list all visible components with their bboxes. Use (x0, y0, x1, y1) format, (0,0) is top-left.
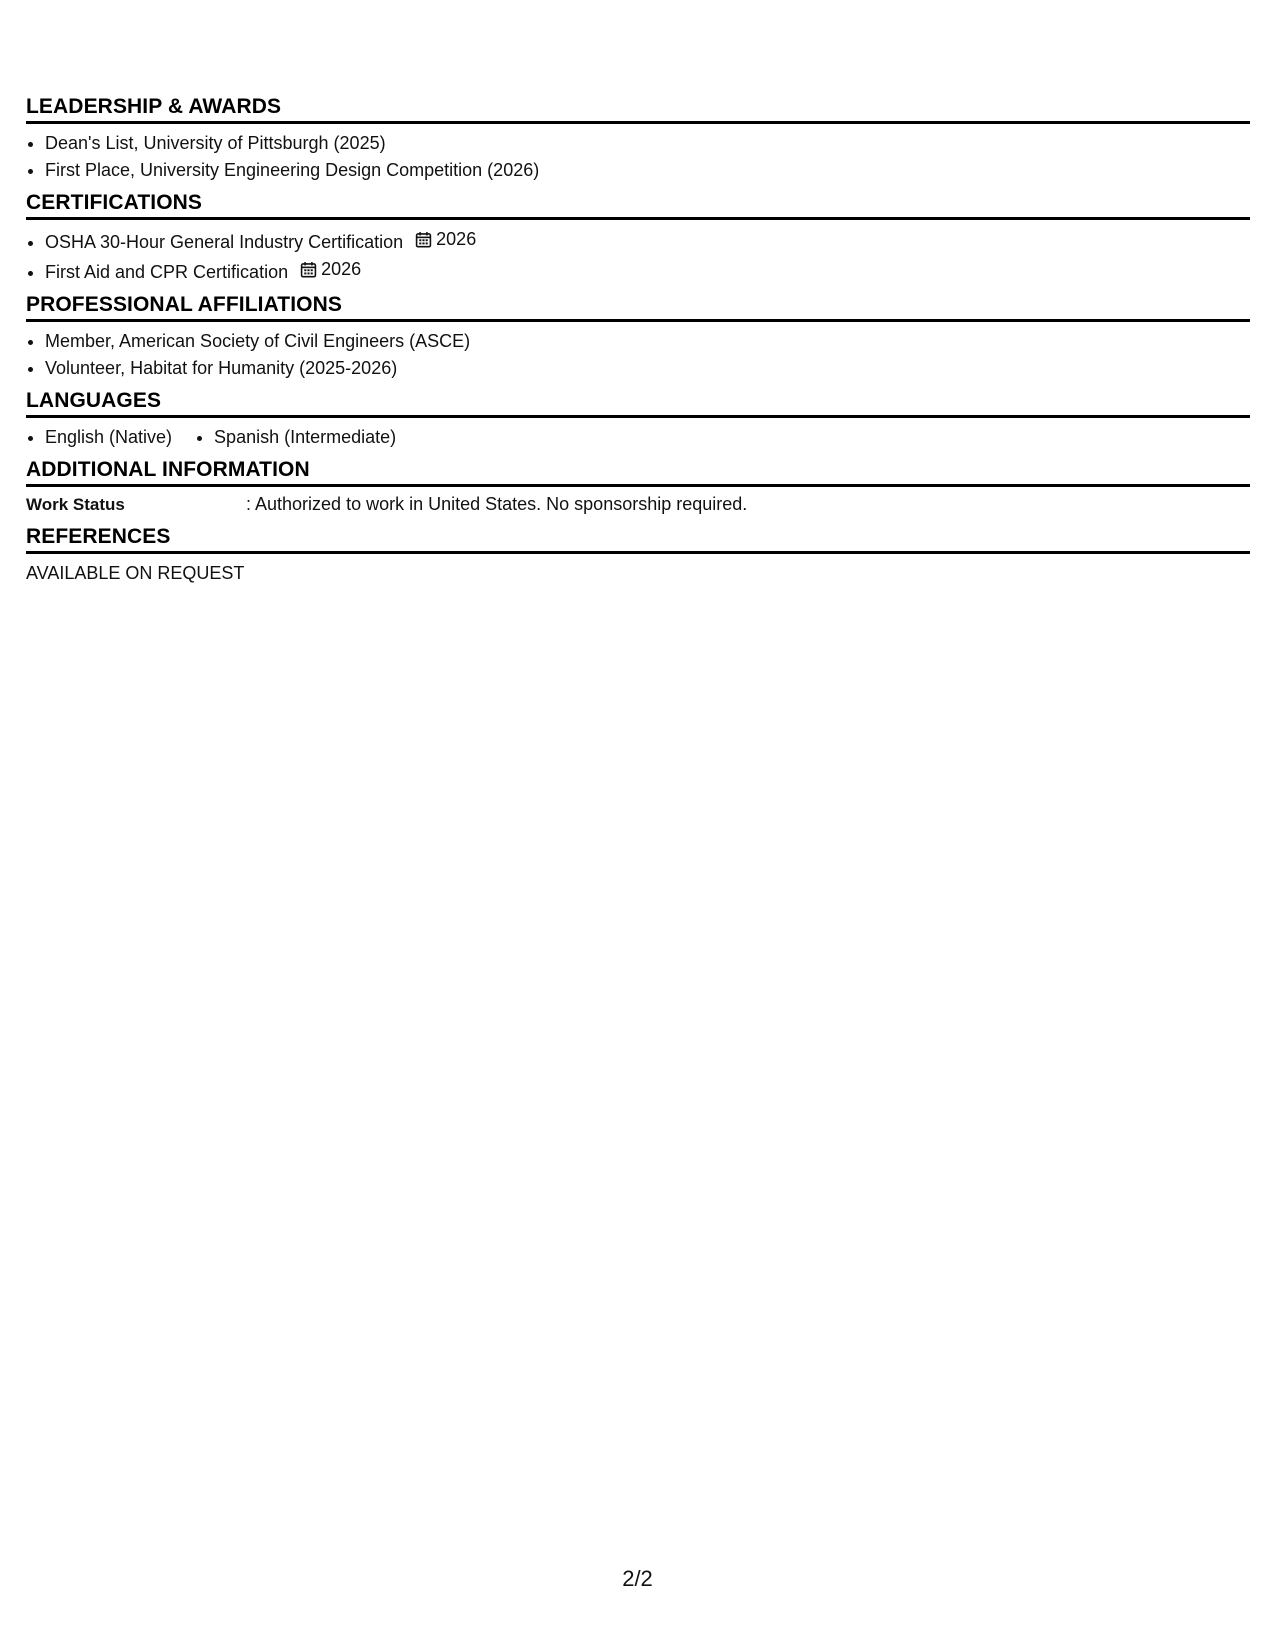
languages-list (26, 424, 1250, 451)
affiliations-list (26, 328, 1250, 382)
list-item: • Dean's List, University of Pittsburgh (2025) (45, 130, 1250, 157)
leadership-awards-list (26, 130, 1250, 184)
certification-year: 2026 (321, 259, 362, 279)
list-item: • Volunteer, Habitat for Humanity (2025-2026) (45, 355, 1250, 382)
list-item: • Spanish (Intermediate) (214, 424, 396, 451)
list-item: • Member, American Society of Civil Engineers (ASCE) (45, 328, 1250, 355)
calendar-icon (300, 261, 317, 278)
work-status-row (26, 491, 1250, 518)
list-item (45, 226, 1250, 256)
certification-date (415, 226, 476, 253)
list-item: • First Place, University Engineering Design Competition (2026) (45, 157, 1250, 184)
certification-year: 2026 (436, 229, 477, 249)
certification-name: OSHA 30-Hour General Industry Certification (45, 232, 404, 252)
section-title-additional-information: ADDITIONAL INFORMATION (26, 457, 1250, 487)
page-number: 2/2 (622, 1566, 653, 1591)
work-status-label: Work Status (26, 495, 125, 514)
list-item: • English (Native) (45, 424, 172, 451)
calendar-icon (415, 231, 432, 248)
section-title-references: REFERENCES (26, 524, 1250, 554)
certification-date (300, 256, 361, 283)
work-status-value: : Authorized to work in United States. No sponsorship required. (246, 494, 748, 514)
certification-name: First Aid and CPR Certification (45, 262, 289, 282)
section-title-languages: LANGUAGES (26, 388, 1250, 418)
resume-content (26, 94, 1250, 593)
certifications-list (26, 226, 1250, 286)
references-text: AVAILABLE ON REQUEST (26, 563, 245, 583)
section-references (26, 524, 1250, 587)
section-title-professional-affiliations: PROFESSIONAL AFFILIATIONS (26, 292, 1250, 322)
section-certifications (26, 190, 1250, 286)
section-leadership-awards (26, 94, 1250, 184)
section-additional-information (26, 457, 1250, 518)
section-title-leadership-awards: LEADERSHIP & AWARDS (26, 94, 1250, 124)
section-professional-affiliations (26, 292, 1250, 382)
section-languages (26, 388, 1250, 451)
section-title-certifications: CERTIFICATIONS (26, 190, 1250, 220)
list-item (45, 256, 1250, 286)
